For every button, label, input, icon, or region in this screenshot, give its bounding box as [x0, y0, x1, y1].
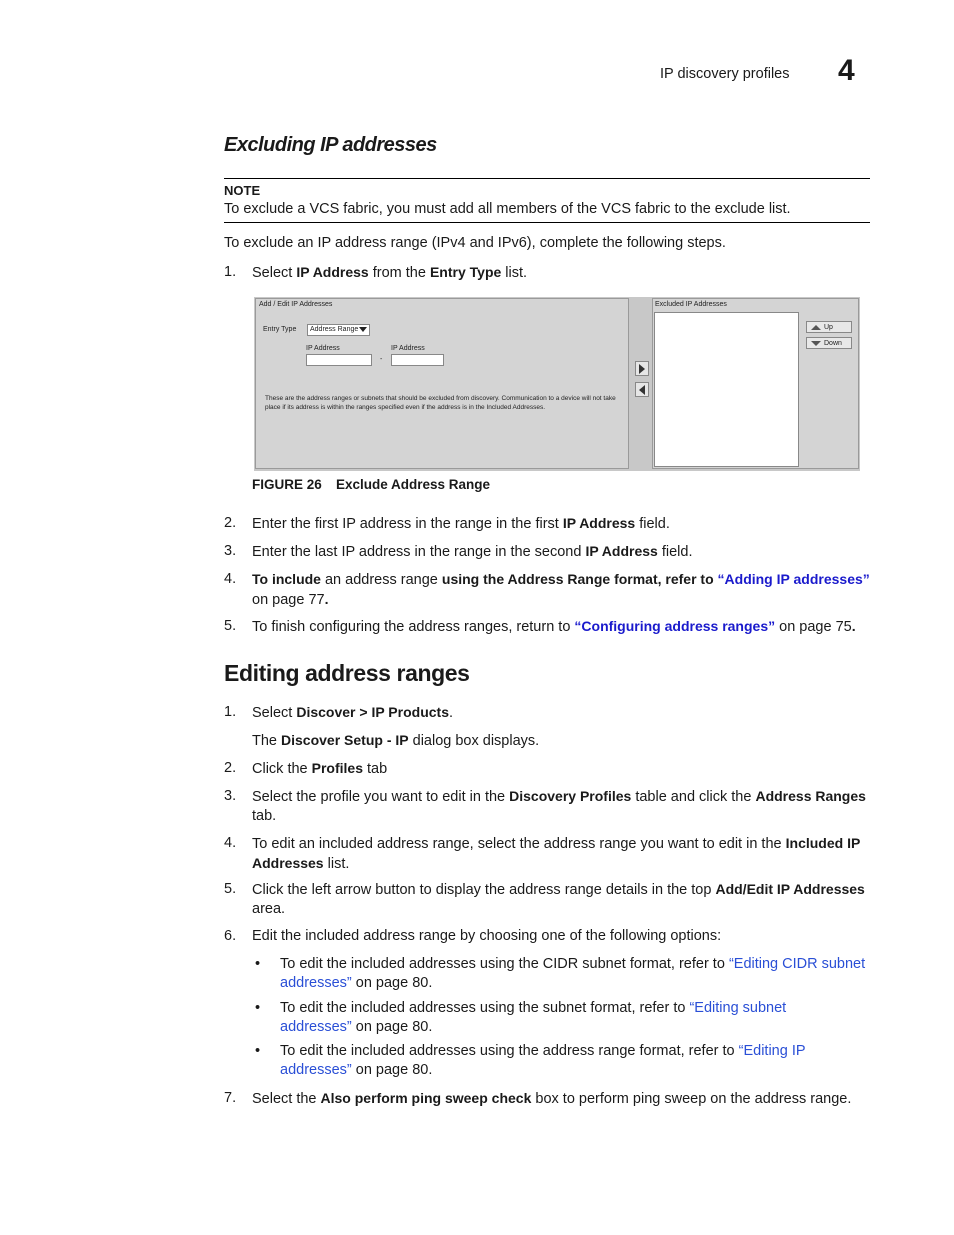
chapter-number: 4 — [838, 54, 855, 87]
chevron-down-icon — [359, 327, 367, 332]
ip-address-field-2[interactable] — [391, 354, 444, 366]
add-right-arrow-button[interactable] — [635, 361, 649, 376]
intro-paragraph: To exclude an IP address range (IPv4 and IPv6), complete the following steps. — [224, 235, 726, 251]
heading-editing-address-ranges: Editing address ranges — [224, 660, 470, 686]
bullet-ip: • To edit the included addresses using the address range format, refer to “Editing IP addresses” on page 80. — [255, 1043, 806, 1078]
ip-address-label-1: IP Address — [306, 345, 340, 352]
step-number: 1. — [224, 264, 237, 280]
figure-number: FIGURE 26 — [252, 477, 322, 492]
note-label: NOTE — [224, 183, 261, 198]
figure-title: Exclude Address Range — [336, 477, 491, 492]
entry-type-select[interactable]: Address Range — [307, 324, 370, 336]
bullet-cidr: • To edit the included addresses using the CIDR subnet format, refer to “Editing CIDR subnet addresses” on page 80. — [255, 956, 866, 991]
up-button[interactable]: Up — [806, 321, 852, 333]
arrow-left-icon — [639, 385, 645, 395]
panel-description: These are the address ranges or subnets that should be excluded from discovery. Communication to a device will not take place if its address is within the ranges specified even if the address is in the Included Addresses. — [265, 395, 616, 411]
link-configuring-address-ranges[interactable]: “Configuring address ranges” — [574, 618, 776, 634]
entry-type-label: Entry Type — [263, 326, 297, 333]
panel-title: Add / Edit IP Addresses — [259, 301, 333, 308]
bullet-subnet: • To edit the included addresses using the subnet format, refer to “Editing subnet addresses” on page 80. — [255, 1000, 787, 1035]
link-editing-subnet[interactable]: “Editing subnet — [689, 1000, 787, 1016]
edit-step-3: 3. Select the profile you want to edit in the Discovery Profiles table and click the Address Ranges tab. — [224, 788, 866, 824]
excluded-ip-list[interactable] — [654, 312, 799, 467]
ip-address-label-2: IP Address — [391, 345, 425, 352]
running-header: IP discovery profiles — [660, 66, 790, 82]
link-editing-ip[interactable]: “Editing IP — [738, 1043, 806, 1059]
link-editing-cidr-subnet[interactable]: “Editing CIDR subnet — [728, 956, 866, 972]
arrow-right-icon — [639, 364, 645, 374]
section-title: Excluding IP addresses — [224, 134, 437, 156]
remove-left-arrow-button[interactable] — [635, 382, 649, 397]
arrow-down-icon — [811, 341, 821, 346]
edit-step-5: 5. Click the left arrow button to display the address range details in the top Add/Edit IP Addresses area. — [224, 881, 865, 917]
note-top-rule — [224, 178, 870, 179]
note-bottom-rule — [224, 222, 870, 223]
arrow-up-icon — [811, 325, 821, 330]
link-adding-ip-addresses[interactable]: “Adding IP addresses” — [717, 571, 870, 587]
step-4: 4. To include an address range using the Address Range format, refer to “Adding IP addresses” on page 77. — [224, 571, 870, 608]
down-button[interactable]: Down — [806, 337, 852, 349]
ip-address-field-1[interactable] — [306, 354, 372, 366]
add-edit-panel — [255, 298, 629, 469]
range-dash: - — [380, 356, 383, 363]
panel-title: Excluded IP Addresses — [655, 301, 727, 308]
note-text: To exclude a VCS fabric, you must add all members of the VCS fabric to the exclude list. — [224, 201, 791, 217]
edit-step-4: 4. To edit an included address range, select the address range you want to edit in the Included IP Addresses list. — [224, 835, 861, 872]
